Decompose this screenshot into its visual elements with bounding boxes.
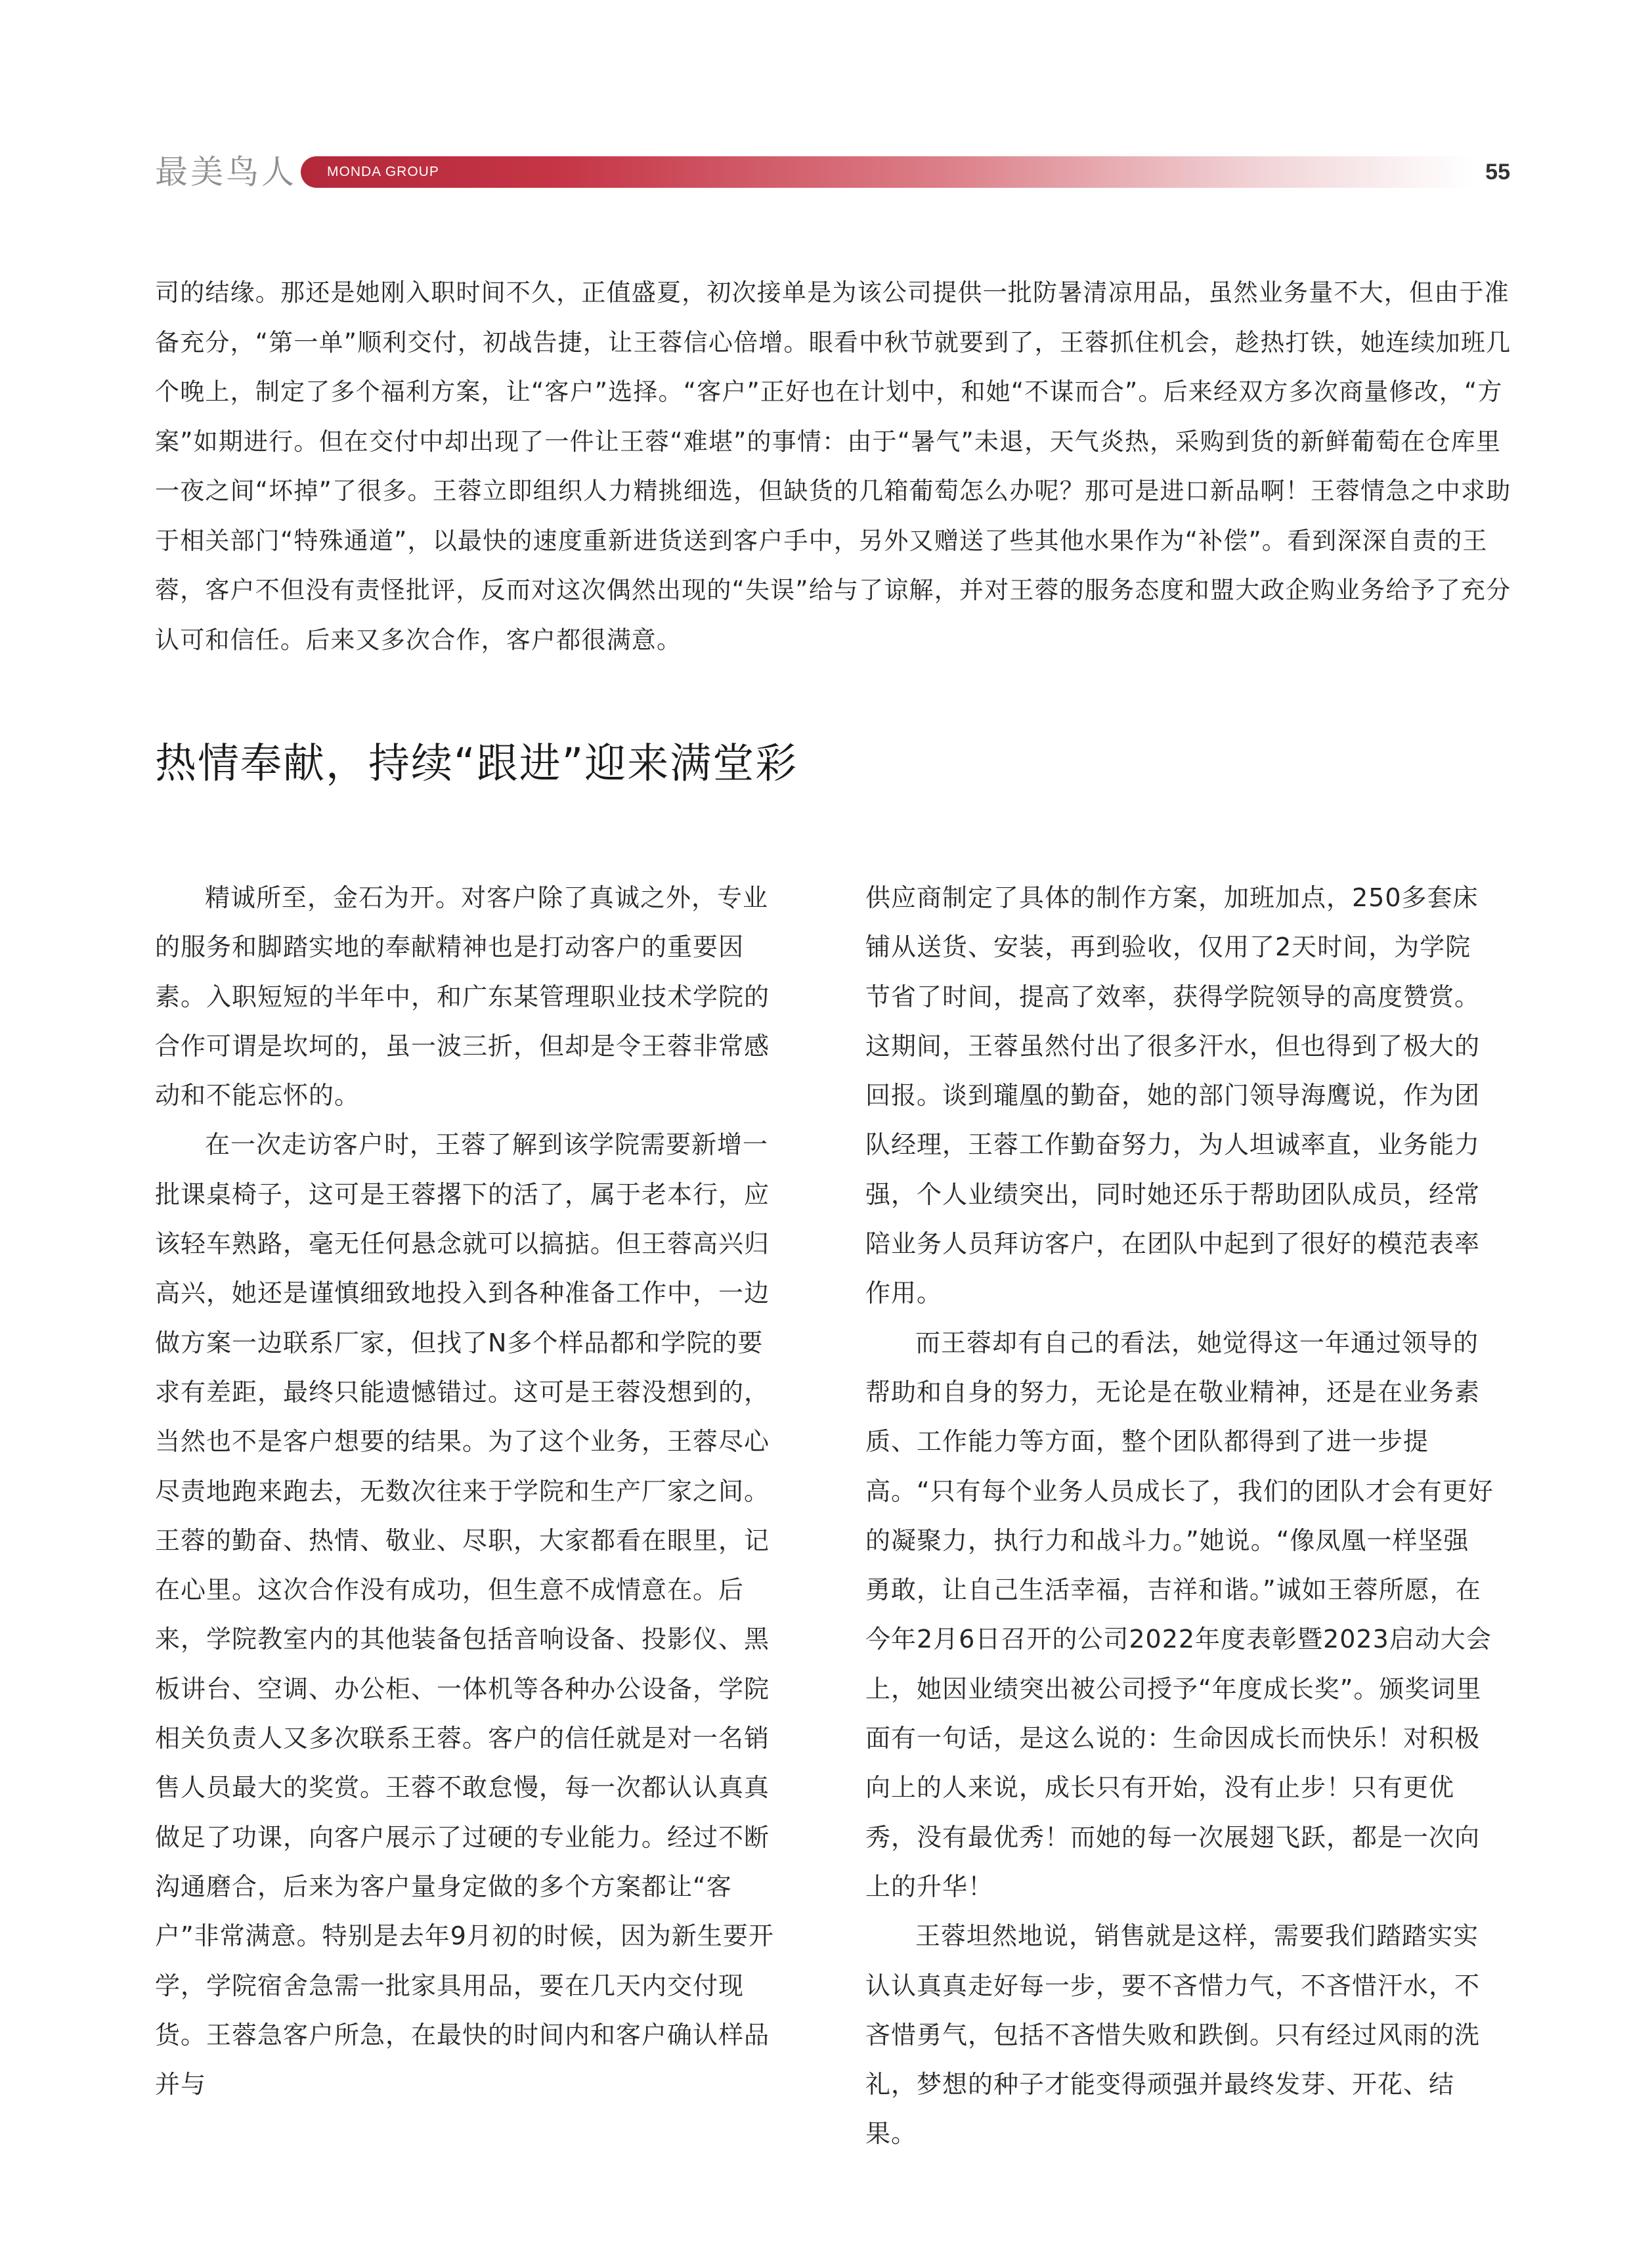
right-column [865,873,1494,2159]
section-heading: 热情奉献，持续“跟进”迎来满堂彩 [155,739,798,787]
right-paragraph-2: 而王蓉却有自己的看法，她觉得这一年通过领导的帮助和自身的努力，无论是在敬业精神，还是在业务素质、工作能力等方面，整个团队都得到了进一步提高。“只有每个业务人员成长了，我们的团队才会有更好的凝聚力，执行力和战斗力。”她说。“像凤凰一样坚强勇敢，让自己生活幸福，吉祥和谐。”诚如王蓉所愿，在今年2月6日召开的公司2022年度表彰暨2023启动大会上，她因业绩突出被公司授予“年度成长奖”。颁奖词里面有一句话，是这么说的：生命因成长而快乐！对积极向上的人来说，成长只有开始，没有止步！只有更优秀，没有最优秀！而她的每一次展翅飞跃，都是一次向上的升华！ [865,1328,1494,1901]
page-number: 55 [1485,160,1510,185]
intro-text [155,268,1515,665]
right-paragraph-1: 供应商制定了具体的制作方案，加班加点，250多套床铺从送货、安装，再到验收，仅用了2天时间，为学院节省了时间，提高了效率，获得学院领导的高度赞赏。这期间，王蓉虽然付出了很多汗水，但也得到了极大的回报。谈到瓏凰的勤奋，她的部门领导海鹰说，作为团队经理，王蓉工作勤奋努力，为人坦诚率直，业务能力强，个人业绩突出，同时她还乐于帮助团队成员，经常陪业务人员拜访客户，在团队中起到了很好的模范表率作用。 [865,883,1481,1308]
magazine-brand: 最美鸟人 [155,153,297,191]
intro-paragraph: 司的结缘。那还是她刚入职时间不久，正值盛夏，初次接单是为该公司提供一批防暑清凉用品，虽然业务量不大，但由于准备充分，“第一单”顺利交付，初战告捷，让王蓉信心倍增。眼看中秋节就要到了，王蓉抓住机会，趁热打铁，她连续加班几个晚上，制定了多个福利方案，让“客户”选择。“客户”正好也在计划中，和她“不谋而合”。后来经双方多次商量修改，“方案”如期进行。但在交付中却出现了一件让王蓉“难堪”的事情：由于“暑气”未退，天气炎热，采购到货的新鲜葡萄在仓库里一夜之间“坏掉”了很多。王蓉立即组织人力精挑细选，但缺货的几箱葡萄怎么办呢？那可是进口新品啊！王蓉情急之中求助于相关部门“特殊通道”，以最快的速度重新进货送到客户手中，另外又赠送了些其他水果作为“补偿”。看到深深自责的王蓉，客户不但没有责怪批评，反而对这次偶然出现的“失误”给与了谅解，并对王蓉的服务态度和盟大政企购业务给予了充分认可和信任。后来又多次合作，客户都很满意。 [155,278,1511,654]
left-paragraph-2: 在一次走访客户时，王蓉了解到该学院需要新增一批课桌椅子，这可是王蓉撂下的活了，属于老本行，应该轻车熟路，毫无任何悬念就可以搞掂。但王蓉高兴归高兴，她还是谨慎细致地投入到各种准备工作中，一边做方案一边联系厂家，但找了N多个样品都和学院的要求有差距，最终只能遗憾错过。这可是王蓉没想到的，当然也不是客户想要的结果。为了这个业务，王蓉尽心尽责地跑来跑去，无数次往来于学院和生产厂家之间。王蓉的勤奋、热情、敬业、尽职，大家都看在眼里，记在心里。这次合作没有成功，但生意不成情意在。后来，学院教室内的其他装备包括音响设备、投影仪、黑板讲台、空调、办公柜、一体机等各种办公设备，学院相关负责人又多次联系王蓉。客户的信任就是对一名销售人员最大的奖赏。王蓉不敢怠慢，每一次都认认真真做足了功课，向客户展示了过硬的专业能力。经过不断沟通磨合，后来为客户量身定做的多个方案都让“客户”非常满意。特别是去年9月初的时候，因为新生要开学，学院宿舍急需一批家具用品，要在几天内交付现货。王蓉急客户所急，在最快的时间内和客户确认样品并与 [155,1130,774,2099]
company-label: MONDA GROUP [327,164,439,179]
page-header [0,0,1652,210]
left-column [155,873,784,2109]
left-paragraph-1: 精诚所至，金石为开。对客户除了真诚之外，专业的服务和脚踏实地的奉献精神也是打动客户的重要因素。入职短短的半年中，和广东某管理职业技术学院的合作可谓是坎坷的，虽一波三折，但却是令王蓉非常感动和不能忘怀的。 [155,883,770,1110]
right-paragraph-3: 王蓉坦然地说，销售就是这样，需要我们踏踏实实认认真真走好每一步，要不吝惜力气，不吝惜汗水，不吝惜勇气，包括不吝惜失败和跌倒。只有经过风雨的洗礼，梦想的种子才能变得顽强并最终发芽、开花、结果。 [865,1921,1481,2149]
header-accent-bar [301,156,1473,188]
